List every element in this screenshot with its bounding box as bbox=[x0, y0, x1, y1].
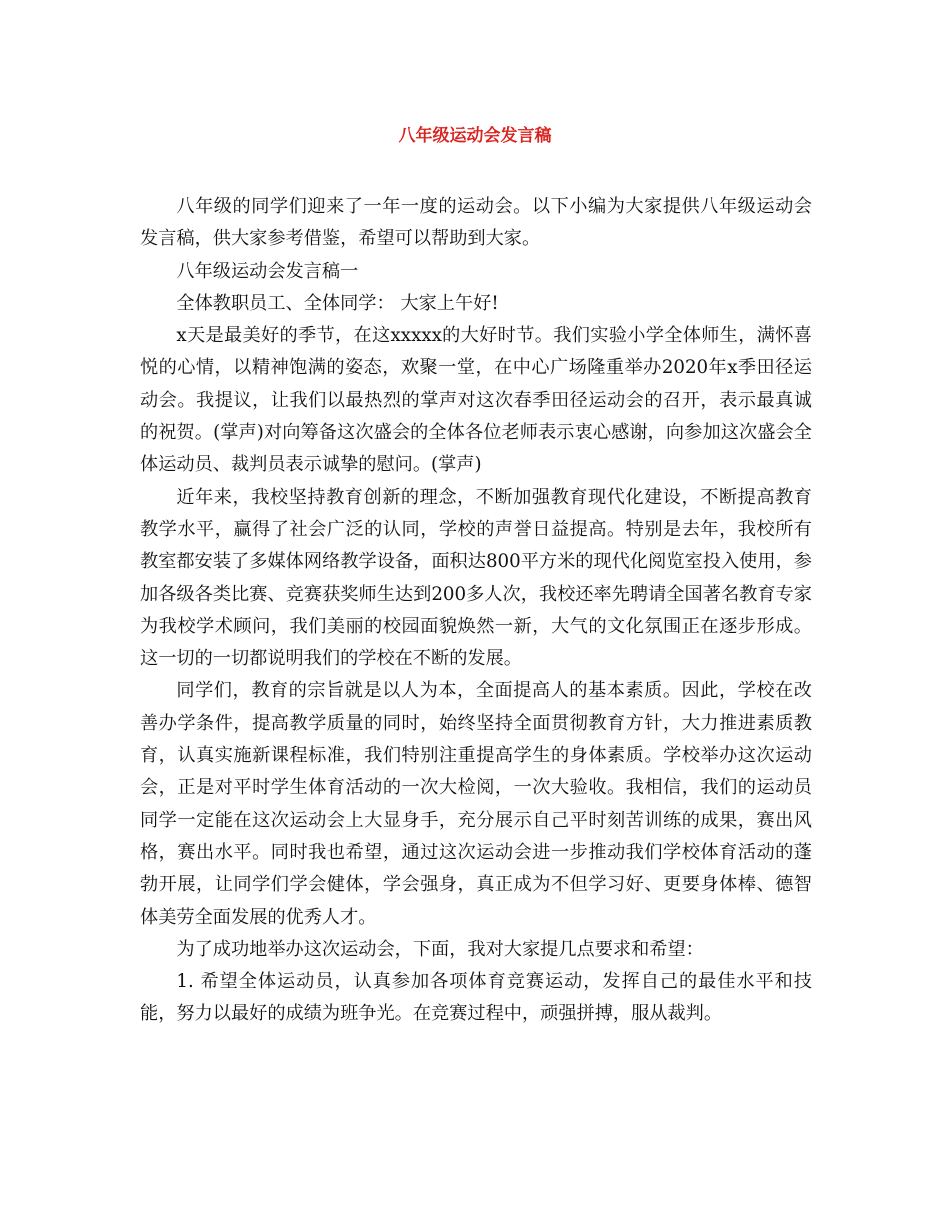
paragraph-intro: 八年级的同学们迎来了一年一度的运动会。以下小编为大家提供八年级运动会发言稿，供大家参考借鉴，希望可以帮助到大家。 bbox=[140, 196, 812, 250]
paragraph-requirements-intro: 为了成功地举办这次运动会，下面，我对大家提几点要求和希望： bbox=[176, 938, 704, 960]
document-title: 八年级运动会发言稿 bbox=[398, 126, 552, 146]
paragraph-requirement-1: 1. 希望全体运动员，认真参加各项体育竞赛运动，发挥自己的最佳水平和技能，努力以最好的成绩为班争光。在竞赛过程中，顽强拼搏，服从裁判。 bbox=[140, 971, 812, 1025]
paragraph-heading: 八年级运动会发言稿一 bbox=[176, 260, 359, 282]
paragraph-greeting: 全体教职员工、全体同学： 大家上午好! bbox=[176, 292, 499, 314]
paragraph-achievements: 近年来，我校坚持教育创新的理念，不断加强教育现代化建设，不断提高教育教学水平，赢得了社会广泛的认同，学校的声誉日益提高。特别是去年，我校所有教室都安装了多媒体网络教学设备，面积达800平方米的现代化阅览室投入使用，参加各级各类比赛、竞赛获奖师生达到200多人次，我校还率先聘请全国著名教育专家为我校学术顾问，我们美丽的校园面貌焕然一新，大气的文化氛围正在逐步形成。这一切的一切都说明我们的学校在不断的发展。 bbox=[140, 486, 812, 670]
paragraph-opening: x天是最美好的季节，在这xxxxx的大好时节。我们实验小学全体师生，满怀喜悦的心情，以精神饱满的姿态，欢聚一堂，在中心广场隆重举办2020年x季田径运动会。我提议，让我们以最热烈的掌声对这次春季田径运动会的召开，表示最真诚的祝贺。(掌声)对向筹备这次盛会的全体各位老师表示衷心感谢，向参加这次盛会全体运动员、裁判员表示诚挚的慰问。(掌声) bbox=[140, 325, 812, 476]
paragraph-education: 同学们，教育的宗旨就是以人为本，全面提高人的基本素质。因此，学校在改善办学条件，提高教学质量的同时，始终坚持全面贯彻教育方针，大力推进素质教育，认真实施新课程标准，我们特别注重提高学生的身体素质。学校举办这次运动会，正是对平时学生体育活动的一次大检阅，一次大验收。我相信，我们的运动员同学一定能在这次运动会上大显身手，充分展示自己平时刻苦训练的成果，赛出风格，赛出水平。同时我也希望，通过这次运动会进一步推动我们学校体育活动的蓬勃开展，让同学们学会健体，学会强身，真正成为不但学习好、更要身体棒、德智体美劳全面发展的优秀人才。 bbox=[140, 680, 812, 928]
document-body bbox=[140, 191, 812, 1031]
